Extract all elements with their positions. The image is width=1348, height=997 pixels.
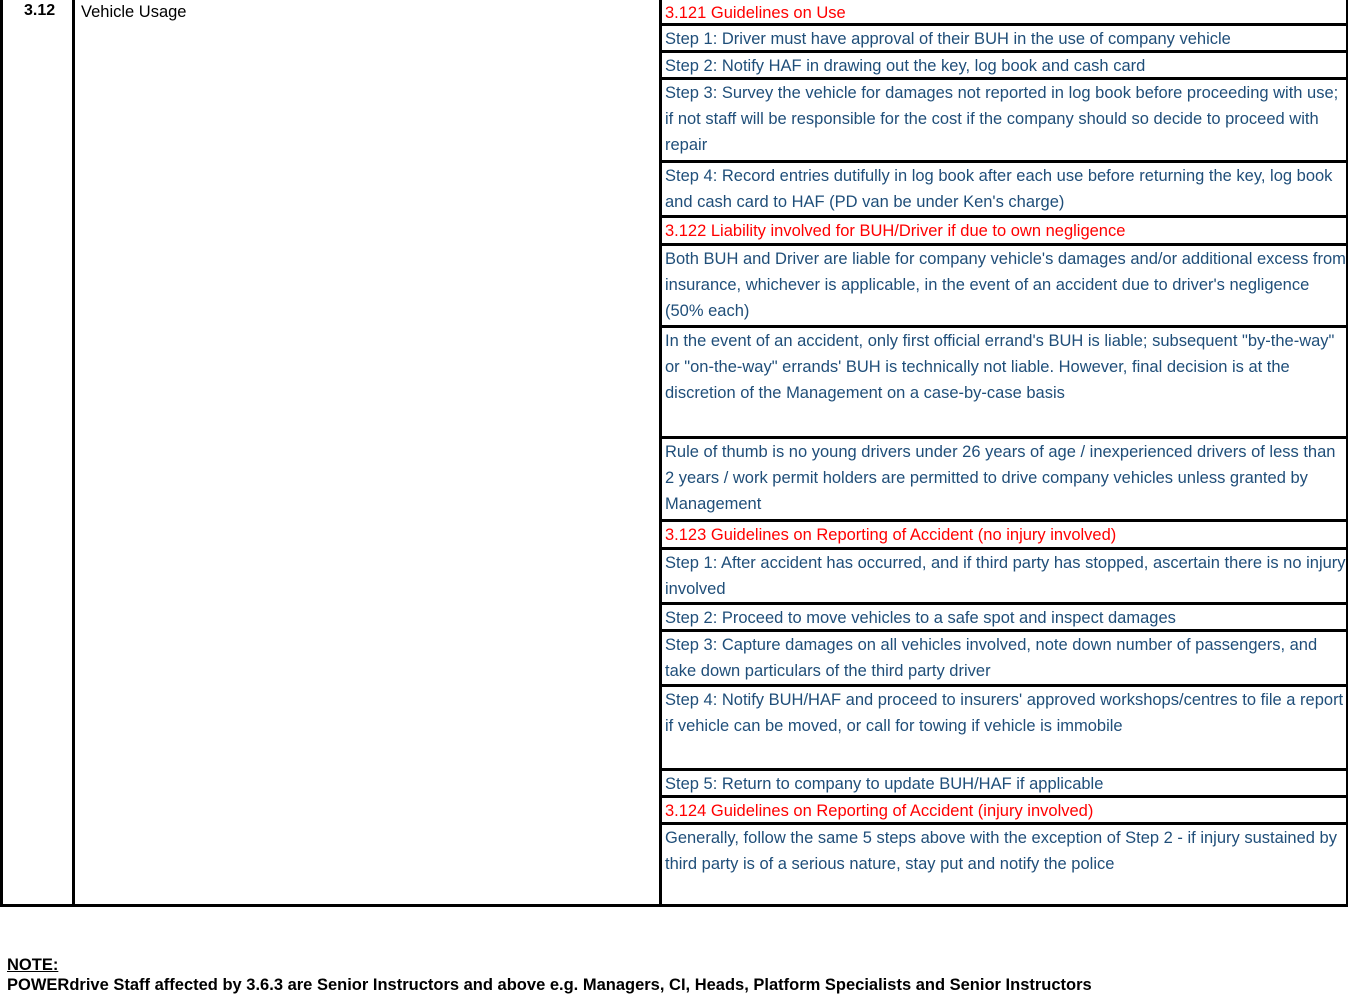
detail-row: 3.122 Liability involved for BUH/Driver if due to own negligence bbox=[662, 218, 1346, 246]
detail-row: Generally, follow the same 5 steps above with the exception of Step 2 - if injury sustained by third party is of a serious nature, stay put and notify the police bbox=[665, 829, 1337, 873]
detail-row: Step 3: Capture damages on all vehicles involved, note down number of passengers, and take down particulars of the third party driver bbox=[662, 632, 1346, 687]
section-number: 3.12 bbox=[24, 2, 56, 19]
detail-row: 3.124 Guidelines on Reporting of Accident (injury involved) bbox=[662, 798, 1346, 825]
detail-row: Step 1: After accident has occurred, and if third party has stopped, ascertain there is no injury involved bbox=[662, 550, 1346, 605]
detail-row: Step 3: Survey the vehicle for damages not reported in log book before proceeding with use; if not staff will be responsible for the cost if the company should so decide to proceed with repair bbox=[662, 80, 1346, 163]
detail-row: Step 2: Proceed to move vehicles to a safe spot and inspect damages bbox=[662, 605, 1346, 632]
detail-row: Step 4: Notify BUH/HAF and proceed to insurers' approved workshops/centres to file a report if vehicle can be moved, or call for towing if vehicle is immobile bbox=[662, 687, 1346, 771]
detail-row: Both BUH and Driver are liable for company vehicle's damages and/or additional excess from insurance, whichever is applicable, in the event of an accident due to driver's negligence (50% each) bbox=[662, 246, 1346, 328]
detail-row: Step 4: Record entries dutifully in log book after each use before returning the key, log book and cash card to HAF (PD van be under Ken's charge) bbox=[662, 163, 1346, 218]
section-number-cell bbox=[6, 0, 75, 907]
detail-row: Step 1: Driver must have approval of their BUH in the use of company vehicle bbox=[662, 26, 1346, 53]
detail-row: Step 5: Return to company to update BUH/HAF if applicable bbox=[662, 771, 1346, 798]
note-heading: NOTE: bbox=[7, 956, 59, 974]
section-title-cell bbox=[78, 0, 662, 907]
detail-row: In the event of an accident, only first official errand's BUH is liable; subsequent "by-the-way" or "on-the-way" errands' BUH is technically not liable. However, final decision is at the discretion of the Management on a case-by-case basis bbox=[662, 328, 1346, 439]
detail-row: Rule of thumb is no young drivers under 26 years of age / inexperienced drivers of less than 2 years / work permit holders are permitted to drive company vehicles unless granted by Management bbox=[662, 439, 1346, 522]
detail-row: 3.123 Guidelines on Reporting of Accident (no injury involved) bbox=[662, 522, 1346, 550]
section-title: Vehicle Usage bbox=[81, 3, 187, 21]
footnote bbox=[7, 955, 1092, 995]
note-text: POWERdrive Staff affected by 3.6.3 are Senior Instructors and above e.g. Managers, CI, Heads, Platform Specialists and Senior Instructors bbox=[7, 976, 1092, 994]
section-details-column bbox=[662, 0, 1348, 907]
detail-row: 3.121 Guidelines on Use bbox=[662, 0, 1346, 26]
detail-row: Step 2: Notify HAF in drawing out the key, log book and cash card bbox=[662, 53, 1346, 80]
